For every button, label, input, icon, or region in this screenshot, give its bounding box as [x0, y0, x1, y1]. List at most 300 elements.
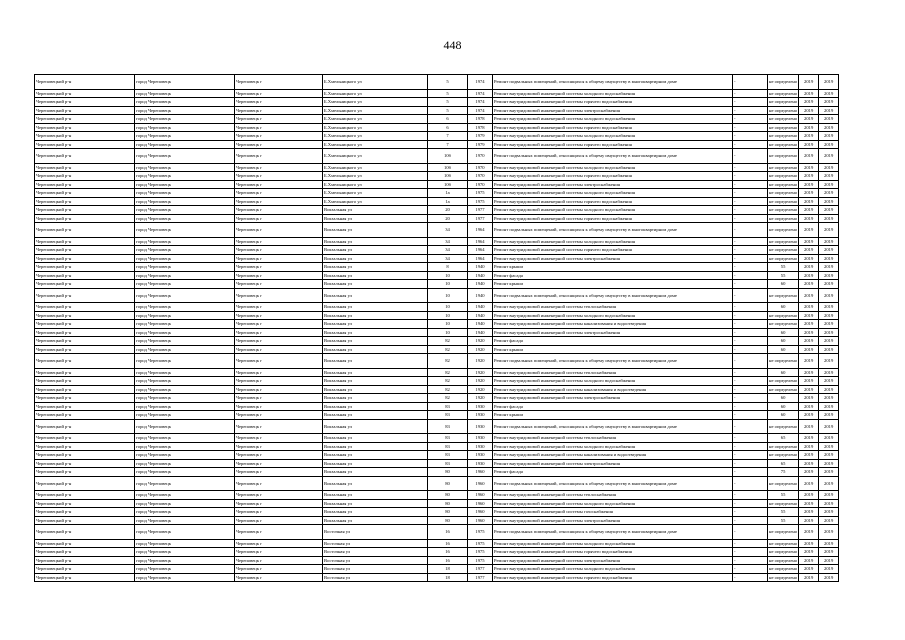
cost-cell: - — [733, 123, 768, 132]
locality-cell: Череповецк г — [235, 499, 323, 508]
cost-cell: - — [733, 172, 768, 181]
table-row — [35, 411, 839, 420]
municipality-cell: город Череповецк — [135, 468, 235, 477]
work-type-cell: Ремонт подвальных помещений, относящихся к общему имуществу в многоквартирном доме — [493, 354, 733, 369]
table-row — [35, 345, 839, 354]
plan-start-year-cell: 2019 — [799, 311, 819, 320]
cost-cell: - — [733, 271, 768, 280]
work-type-cell: Ремонт внутридомовой инженерной системы холодного водоснабжения — [493, 499, 733, 508]
street-cell: Вокзальная ул — [323, 280, 428, 289]
work-type-cell: Ремонт внутридомовой инженерной системы горячего водоснабжения — [493, 246, 733, 255]
funding-cell: не определено — [769, 173, 798, 179]
house-number-cell: 34 — [428, 223, 468, 238]
street-cell: Восточная ул — [323, 548, 428, 557]
plan-start-year-cell: 2019 — [799, 223, 819, 238]
plan-end-year-cell: 2019 — [819, 280, 839, 289]
table-row — [35, 499, 839, 508]
municipality-cell: город Череповецк — [135, 385, 235, 394]
plan-start-year-cell: 2019 — [799, 263, 819, 272]
table-row — [35, 311, 839, 320]
street-cell: Вокзальная ул — [323, 223, 428, 238]
work-type-cell: Ремонт внутридомовой инженерной системы холодного водоснабжения — [493, 189, 733, 198]
funding-cell: не определено — [768, 288, 799, 303]
plan-start-year-cell: 2019 — [799, 75, 819, 90]
municipality-cell: город Череповецк — [135, 434, 235, 443]
municipality-cell: город Череповецк — [135, 180, 235, 189]
table-row — [35, 89, 839, 98]
funding-cell: не определено — [769, 443, 798, 449]
plan-end-year-cell: 2019 — [819, 303, 839, 312]
cost-cell: - — [733, 385, 768, 394]
table-row — [35, 508, 839, 517]
street-cell: Б.Хмельницкого ул — [323, 197, 428, 206]
funding-cell: 60 — [768, 402, 799, 411]
year-built-cell: 1940 — [468, 271, 493, 280]
plan-end-year-cell: 2019 — [819, 223, 839, 238]
municipality-cell: город Череповецк — [135, 149, 235, 164]
street-cell: Вокзальная ул — [323, 271, 428, 280]
street-cell: Вокзальная ул — [323, 402, 428, 411]
table-row — [35, 149, 839, 164]
municipality-cell: город Череповецк — [135, 565, 235, 574]
work-type-cell: Ремонт внутридомовой инженерной системы горячего водоснабжения — [493, 140, 733, 149]
cost-cell: - — [733, 419, 768, 434]
district-cell: Череповецкий р-н — [35, 320, 135, 329]
work-type-cell: Ремонт внутридомовой инженерной системы горячего водоснабжения — [493, 172, 733, 181]
table-row — [35, 368, 839, 377]
district-cell: Череповецкий р-н — [35, 491, 135, 500]
municipality-cell: город Череповецк — [135, 499, 235, 508]
plan-start-year-cell: 2019 — [799, 539, 819, 548]
cost-cell: - — [733, 98, 768, 107]
year-built-cell: 1940 — [468, 263, 493, 272]
plan-end-year-cell: 2019 — [819, 149, 839, 164]
year-built-cell: 1977 — [468, 214, 493, 223]
street-cell: Восточная ул — [323, 525, 428, 540]
cost-cell: - — [733, 115, 768, 124]
year-built-cell: 1930 — [468, 419, 493, 434]
year-built-cell: 1930 — [468, 402, 493, 411]
locality-cell: Череповецк г — [235, 271, 323, 280]
plan-start-year-cell: 2019 — [799, 180, 819, 189]
locality-cell: Череповецк г — [235, 320, 323, 329]
table-row — [35, 525, 839, 540]
funding-cell: не определено — [769, 215, 798, 221]
municipality-cell: город Череповецк — [135, 459, 235, 468]
house-number-cell: 5 — [428, 75, 468, 90]
plan-start-year-cell: 2019 — [799, 565, 819, 574]
street-cell: Вокзальная ул — [323, 303, 428, 312]
funding-cell: не определено — [769, 247, 798, 253]
plan-start-year-cell: 2019 — [799, 303, 819, 312]
plan-start-year-cell: 2019 — [799, 385, 819, 394]
street-cell: Вокзальная ул — [323, 288, 428, 303]
district-cell: Череповецкий р-н — [35, 311, 135, 320]
work-type-cell: Ремонт крыши — [493, 345, 733, 354]
table-row — [35, 516, 839, 525]
street-cell: Восточная ул — [323, 539, 428, 548]
house-number-cell: 34 — [428, 246, 468, 255]
plan-start-year-cell: 2019 — [799, 459, 819, 468]
funding-cell: 55 — [768, 508, 799, 517]
house-number-cell: 16 — [428, 539, 468, 548]
work-type-cell: Ремонт внутридомовой инженерной системы газоснабжения — [493, 508, 733, 517]
plan-start-year-cell: 2019 — [799, 377, 819, 386]
funding-cell: 75 — [768, 468, 799, 477]
house-number-cell: 5 — [428, 98, 468, 107]
municipality-cell: город Череповецк — [135, 303, 235, 312]
work-type-cell: Ремонт подвальных помещений, относящихся к общему имуществу в многоквартирном доме — [493, 149, 733, 164]
district-cell: Череповецкий р-н — [35, 206, 135, 215]
cost-cell: - — [733, 197, 768, 206]
funding-cell: не определено — [769, 141, 798, 147]
locality-cell: Череповецк г — [235, 197, 323, 206]
plan-start-year-cell: 2019 — [799, 115, 819, 124]
table-row — [35, 271, 839, 280]
district-cell: Череповецкий р-н — [35, 149, 135, 164]
municipality-cell: город Череповецк — [135, 476, 235, 491]
cost-cell: - — [733, 237, 768, 246]
street-cell: Б.Хмельницкого ул — [323, 106, 428, 115]
district-cell: Череповецкий р-н — [35, 180, 135, 189]
cost-cell: - — [733, 491, 768, 500]
cost-cell: - — [733, 394, 768, 403]
plan-start-year-cell: 2019 — [799, 525, 819, 540]
year-built-cell: 1964 — [468, 246, 493, 255]
work-type-cell: Ремонт внутридомовой инженерной системы канализования и водоотведения — [493, 451, 733, 460]
table-row — [35, 288, 839, 303]
district-cell: Череповецкий р-н — [35, 468, 135, 477]
cost-cell: - — [733, 548, 768, 557]
district-cell: Череповецкий р-н — [35, 214, 135, 223]
district-cell: Череповецкий р-н — [35, 115, 135, 124]
street-cell: Б.Хмельницкого ул — [323, 180, 428, 189]
funding-cell: 65 — [768, 434, 799, 443]
house-number-cell: 82 — [428, 377, 468, 386]
plan-start-year-cell: 2019 — [799, 246, 819, 255]
plan-end-year-cell: 2019 — [819, 271, 839, 280]
plan-start-year-cell: 2019 — [799, 516, 819, 525]
house-number-cell: 10 — [428, 303, 468, 312]
cost-cell: - — [733, 556, 768, 565]
street-cell: Восточная ул — [323, 573, 428, 582]
district-cell: Череповецкий р-н — [35, 394, 135, 403]
municipality-cell: город Череповецк — [135, 288, 235, 303]
table-row — [35, 491, 839, 500]
locality-cell: Череповецк г — [235, 565, 323, 574]
locality-cell: Череповецк г — [235, 98, 323, 107]
funding-cell: не определено — [769, 116, 798, 122]
plan-start-year-cell: 2019 — [799, 123, 819, 132]
year-built-cell: 1975 — [468, 197, 493, 206]
plan-start-year-cell: 2019 — [799, 189, 819, 198]
district-cell: Череповецкий р-н — [35, 434, 135, 443]
street-cell: Вокзальная ул — [323, 254, 428, 263]
house-number-cell: 10б — [428, 180, 468, 189]
house-number-cell: 82 — [428, 394, 468, 403]
plan-end-year-cell: 2019 — [819, 573, 839, 582]
plan-start-year-cell: 2019 — [799, 419, 819, 434]
table-row — [35, 246, 839, 255]
work-type-cell: Ремонт внутридомовой инженерной системы холодного водоснабжения — [493, 163, 733, 172]
municipality-cell: город Череповецк — [135, 263, 235, 272]
municipality-cell: город Череповецк — [135, 516, 235, 525]
street-cell: Вокзальная ул — [323, 499, 428, 508]
work-type-cell: Ремонт внутридомовой инженерной системы горячего водоснабжения — [493, 573, 733, 582]
locality-cell: Череповецк г — [235, 75, 323, 90]
locality-cell: Череповецк г — [235, 288, 323, 303]
table-row — [35, 328, 839, 337]
plan-end-year-cell: 2019 — [819, 368, 839, 377]
plan-start-year-cell: 2019 — [799, 237, 819, 246]
table-row — [35, 163, 839, 172]
table-row — [35, 180, 839, 189]
work-type-cell: Ремонт фасада — [493, 337, 733, 346]
year-built-cell: 1978 — [468, 123, 493, 132]
plan-start-year-cell: 2019 — [799, 556, 819, 565]
plan-end-year-cell: 2019 — [819, 556, 839, 565]
plan-start-year-cell: 2019 — [799, 573, 819, 582]
plan-end-year-cell: 2019 — [819, 411, 839, 420]
street-cell: Вокзальная ул — [323, 419, 428, 434]
funding-cell: 60 — [768, 280, 799, 289]
plan-end-year-cell: 2019 — [819, 491, 839, 500]
house-number-cell: 6 — [428, 123, 468, 132]
municipality-cell: город Череповецк — [135, 419, 235, 434]
cost-cell: - — [733, 539, 768, 548]
funding-cell: не определено — [769, 99, 798, 105]
plan-end-year-cell: 2019 — [819, 320, 839, 329]
plan-end-year-cell: 2019 — [819, 434, 839, 443]
house-number-cell: 10б — [428, 172, 468, 181]
house-number-cell: 82 — [428, 385, 468, 394]
work-type-cell: Ремонт внутридомовой инженерной системы горячего водоснабжения — [493, 197, 733, 206]
year-built-cell: 1920 — [468, 385, 493, 394]
locality-cell: Череповецк г — [235, 106, 323, 115]
year-built-cell: 1975 — [468, 548, 493, 557]
plan-start-year-cell: 2019 — [799, 499, 819, 508]
district-cell: Череповецкий р-н — [35, 459, 135, 468]
locality-cell: Череповецк г — [235, 354, 323, 369]
work-type-cell: Ремонт внутридомовой инженерной системы горячего водоснабжения — [493, 98, 733, 107]
district-cell: Череповецкий р-н — [35, 75, 135, 90]
district-cell: Череповецкий р-н — [35, 254, 135, 263]
year-built-cell: 1960 — [468, 476, 493, 491]
municipality-cell: город Череповецк — [135, 525, 235, 540]
street-cell: Вокзальная ул — [323, 246, 428, 255]
plan-end-year-cell: 2019 — [819, 140, 839, 149]
street-cell: Вокзальная ул — [323, 311, 428, 320]
locality-cell: Череповецк г — [235, 508, 323, 517]
page-number: 448 — [443, 38, 462, 52]
year-built-cell: 1960 — [468, 491, 493, 500]
year-built-cell: 1974 — [468, 75, 493, 90]
district-cell: Череповецкий р-н — [35, 271, 135, 280]
plan-end-year-cell: 2019 — [819, 394, 839, 403]
funding-cell: не определено — [769, 255, 798, 261]
plan-start-year-cell: 2019 — [799, 214, 819, 223]
work-type-cell: Ремонт фасада — [493, 402, 733, 411]
work-type-cell: Ремонт подвальных помещений, относящихся к общему имуществу в многоквартирном доме — [493, 223, 733, 238]
municipality-cell: город Череповецк — [135, 548, 235, 557]
street-cell: Б.Хмельницкого ул — [323, 149, 428, 164]
plan-end-year-cell: 2019 — [819, 337, 839, 346]
municipality-cell: город Череповецк — [135, 411, 235, 420]
street-cell: Б.Хмельницкого ул — [323, 115, 428, 124]
locality-cell: Череповецк г — [235, 132, 323, 141]
table-row — [35, 223, 839, 238]
year-built-cell: 1964 — [468, 254, 493, 263]
cost-cell: - — [733, 377, 768, 386]
funding-cell: 60 — [768, 328, 799, 337]
district-cell: Череповецкий р-н — [35, 263, 135, 272]
year-built-cell: 1975 — [468, 525, 493, 540]
municipality-cell: город Череповецк — [135, 354, 235, 369]
district-cell: Череповецкий р-н — [35, 172, 135, 181]
work-type-cell: Ремонт подвальных помещений, относящихся к общему имуществу в многоквартирном доме — [493, 75, 733, 90]
house-number-cell: 83 — [428, 442, 468, 451]
year-built-cell: 1960 — [468, 468, 493, 477]
municipality-cell: город Череповецк — [135, 539, 235, 548]
table-row — [35, 385, 839, 394]
plan-start-year-cell: 2019 — [799, 254, 819, 263]
locality-cell: Череповецк г — [235, 442, 323, 451]
work-type-cell: Ремонт внутридомовой инженерной системы холодного водоснабжения — [493, 442, 733, 451]
cost-cell: - — [733, 354, 768, 369]
plan-end-year-cell: 2019 — [819, 354, 839, 369]
house-number-cell: 10 — [428, 328, 468, 337]
year-built-cell: 1964 — [468, 223, 493, 238]
funding-cell: не определено — [768, 223, 799, 238]
work-type-cell: Ремонт внутридомовой инженерной системы холодного водоснабжения — [493, 565, 733, 574]
district-cell: Череповецкий р-н — [35, 451, 135, 460]
cost-cell: - — [733, 180, 768, 189]
year-built-cell: 1940 — [468, 288, 493, 303]
funding-cell: не определено — [769, 238, 798, 244]
plan-end-year-cell: 2019 — [819, 419, 839, 434]
year-built-cell: 1974 — [468, 98, 493, 107]
table-row — [35, 354, 839, 369]
locality-cell: Череповецк г — [235, 556, 323, 565]
locality-cell: Череповецк г — [235, 451, 323, 460]
plan-start-year-cell: 2019 — [799, 508, 819, 517]
work-type-cell: Ремонт внутридомовой инженерной системы теплоснабжения — [493, 491, 733, 500]
cost-cell: - — [733, 223, 768, 238]
locality-cell: Череповецк г — [235, 303, 323, 312]
plan-end-year-cell: 2019 — [819, 539, 839, 548]
district-cell: Череповецкий р-н — [35, 328, 135, 337]
plan-start-year-cell: 2019 — [799, 163, 819, 172]
plan-end-year-cell: 2019 — [819, 197, 839, 206]
plan-end-year-cell: 2019 — [819, 377, 839, 386]
work-type-cell: Ремонт внутридомовой инженерной системы горячего водоснабжения — [493, 214, 733, 223]
table-row — [35, 75, 839, 90]
municipality-cell: город Череповецк — [135, 123, 235, 132]
locality-cell: Череповецк г — [235, 311, 323, 320]
house-number-cell: 34 — [428, 254, 468, 263]
municipality-cell: город Череповецк — [135, 89, 235, 98]
table-row — [35, 434, 839, 443]
year-built-cell: 1940 — [468, 320, 493, 329]
plan-end-year-cell: 2019 — [819, 328, 839, 337]
district-cell: Череповецкий р-н — [35, 337, 135, 346]
municipality-cell: город Череповецк — [135, 197, 235, 206]
locality-cell: Череповецк г — [235, 149, 323, 164]
work-type-cell: Ремонт внутридомовой инженерной системы горячего водоснабжения — [493, 548, 733, 557]
house-number-cell: 80 — [428, 516, 468, 525]
year-built-cell: 1977 — [468, 206, 493, 215]
locality-cell: Череповецк г — [235, 328, 323, 337]
district-cell: Череповецкий р-н — [35, 163, 135, 172]
cost-cell: - — [733, 254, 768, 263]
table-row — [35, 476, 839, 491]
cost-cell: - — [733, 206, 768, 215]
funding-cell: не определено — [768, 525, 799, 540]
street-cell: Вокзальная ул — [323, 434, 428, 443]
plan-end-year-cell: 2019 — [819, 214, 839, 223]
cost-cell: - — [733, 459, 768, 468]
district-cell: Череповецкий р-н — [35, 288, 135, 303]
house-number-cell: 80 — [428, 491, 468, 500]
plan-start-year-cell: 2019 — [799, 106, 819, 115]
plan-end-year-cell: 2019 — [819, 132, 839, 141]
district-cell: Череповецкий р-н — [35, 197, 135, 206]
municipality-cell: город Череповецк — [135, 394, 235, 403]
municipality-cell: город Череповецк — [135, 491, 235, 500]
house-number-cell: 34 — [428, 237, 468, 246]
house-number-cell: 80 — [428, 476, 468, 491]
district-cell: Череповецкий р-н — [35, 303, 135, 312]
district-cell: Череповецкий р-н — [35, 123, 135, 132]
cost-cell: - — [733, 163, 768, 172]
municipality-cell: город Череповецк — [135, 214, 235, 223]
municipality-cell: город Череповецк — [135, 320, 235, 329]
cost-cell: - — [733, 328, 768, 337]
house-number-cell: 8 — [428, 263, 468, 272]
cost-cell: - — [733, 89, 768, 98]
year-built-cell: 1977 — [468, 565, 493, 574]
street-cell: Вокзальная ул — [323, 237, 428, 246]
municipality-cell: город Череповецк — [135, 75, 235, 90]
house-number-cell: 83 — [428, 434, 468, 443]
street-cell: Вокзальная ул — [323, 476, 428, 491]
street-cell: Вокзальная ул — [323, 411, 428, 420]
work-type-cell: Ремонт внутридомовой инженерной системы холодного водоснабжения — [493, 311, 733, 320]
district-cell: Череповецкий р-н — [35, 556, 135, 565]
house-number-cell: 1а — [428, 197, 468, 206]
locality-cell: Череповецк г — [235, 385, 323, 394]
funding-cell: не определено — [769, 198, 798, 204]
cost-cell: - — [733, 303, 768, 312]
municipality-cell: город Череповецк — [135, 246, 235, 255]
work-type-cell: Ремонт подвальных помещений, относящихся к общему имуществу в многоквартирном доме — [493, 419, 733, 434]
cost-cell: - — [733, 214, 768, 223]
work-type-cell: Ремонт внутридомовой инженерной системы горячего водоснабжения — [493, 123, 733, 132]
work-type-cell: Ремонт внутридомовой инженерной системы теплоснабжения — [493, 303, 733, 312]
year-built-cell: 1979 — [468, 140, 493, 149]
district-cell: Череповецкий р-н — [35, 516, 135, 525]
house-number-cell: 10б — [428, 149, 468, 164]
plan-start-year-cell: 2019 — [799, 442, 819, 451]
cost-cell: - — [733, 368, 768, 377]
cost-cell: - — [733, 140, 768, 149]
funding-cell: не определено — [769, 321, 798, 327]
table-row — [35, 459, 839, 468]
year-built-cell: 1960 — [468, 499, 493, 508]
locality-cell: Череповецк г — [235, 491, 323, 500]
table-row — [35, 197, 839, 206]
table-row — [35, 548, 839, 557]
